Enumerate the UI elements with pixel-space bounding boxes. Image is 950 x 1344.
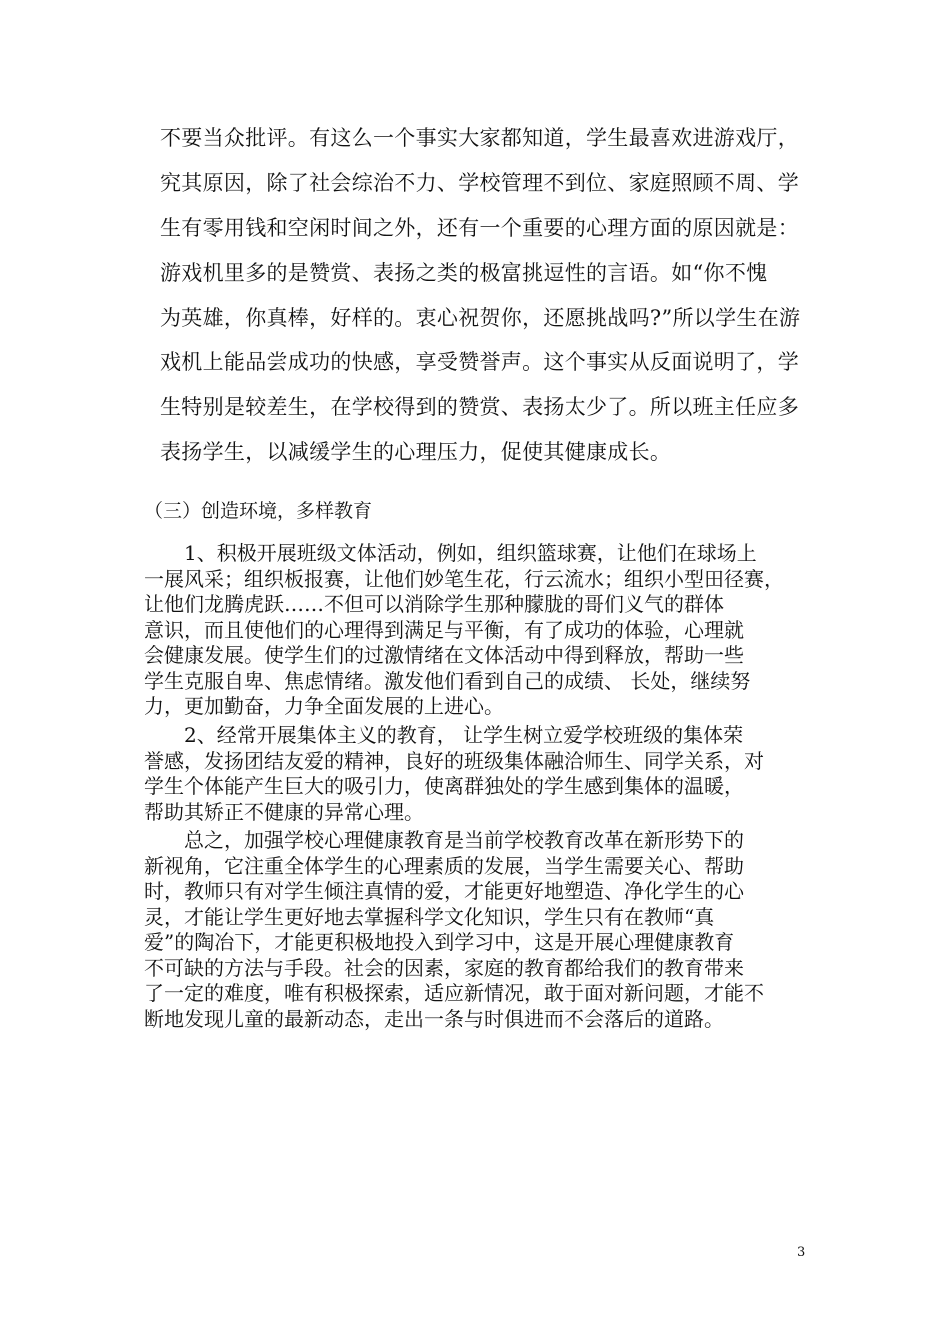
text-line: 不要当众批评。有这么一个事实大家都知道，学生最喜欢进游戏厅， bbox=[160, 126, 799, 150]
text-line: 生特别是较差生，在学校得到的赞赏、表扬太少了。所以班主任应多 bbox=[160, 395, 799, 420]
text-line: 生有零用钱和空闲时间之外，还有一个重要的心理方面的原因就是： bbox=[160, 215, 799, 240]
text-line: 时，教师只有对学生倾注真情的爱，才能更好地塑造、净化学生的心 bbox=[144, 879, 744, 903]
section-heading: （三）创造环境，多样教育 bbox=[144, 500, 373, 522]
text-line: 帮助其矫正不健康的异常心理。 bbox=[144, 799, 424, 824]
text-line: 爱”的陶冶下，才能更积极地投入到学习中，这是开展心理健康教育 bbox=[144, 930, 735, 954]
text-line: 究其原因，除了社会综治不力、学校管理不到位、家庭照顾不周、学 bbox=[160, 170, 799, 195]
text-line: 誉感，发扬团结友爱的精神，良好的班级集体融洽师生、同学关系，对 bbox=[144, 748, 764, 773]
text-line: 意识，而且使他们的心理得到满足与平衡，有了成功的体验，心理就 bbox=[144, 617, 744, 642]
body-paragraph-praise bbox=[160, 116, 828, 475]
text-line: 学生克服自卑、焦虑情绪。激发他们看到自己的成绩、 长处，继续努 bbox=[144, 668, 751, 693]
text-line: 不可缺的方法与手段。社会的因素，家庭的教育都给我们的教育带来 bbox=[144, 955, 744, 980]
body-paragraph-activities bbox=[144, 541, 824, 720]
body-paragraph-conclusion bbox=[144, 828, 824, 1032]
text-line: 1、积极开展班级文体活动，例如，组织篮球赛，让他们在球场上 bbox=[144, 541, 757, 565]
text-line: 为英雄，你真棒，好样的。衷心祝贺你，还愿挑战吗?”所以学生在游 bbox=[160, 305, 801, 330]
text-line: 戏机上能品尝成功的快感，享受赞誉声。这个事实从反面说明了，学 bbox=[160, 350, 799, 375]
text-line: 一展风采；组织板报赛，让他们妙笔生花，行云流水；组织小型田径赛， bbox=[144, 566, 784, 591]
page-number: 3 bbox=[797, 1245, 806, 1260]
text-line: 总之，加强学校心理健康教育是当前学校教育改革在新形势下的 bbox=[144, 828, 744, 852]
text-line: 新视角，它注重全体学生的心理素质的发展，当学生需要关心、帮助 bbox=[144, 853, 744, 878]
text-line: 会健康发展。使学生们的过激情绪在文体活动中得到释放，帮助一些 bbox=[144, 643, 744, 667]
body-paragraph-collectivism bbox=[144, 723, 824, 825]
text-line: 游戏机里多的是赞赏、表扬之类的极富挑逗性的言语。如“你不愧 bbox=[160, 260, 768, 285]
text-line: 表扬学生，以减缓学生的心理压力，促使其健康成长。 bbox=[160, 440, 672, 465]
text-line: 学生个体能产生巨大的吸引力，使离群独处的学生感到集体的温暖， bbox=[144, 774, 744, 798]
text-line: 了一定的难度，唯有积极探索，适应新情况，敢于面对新问题，才能不 bbox=[144, 981, 764, 1005]
text-line: 力，更加勤奋，力争全面发展的上进心。 bbox=[144, 694, 504, 718]
text-line: 2、经常开展集体主义的教育， 让学生树立爱学校班级的集体荣 bbox=[144, 723, 744, 747]
text-line: 断地发现儿童的最新动态，走出一条与时俱进而不会落后的道路。 bbox=[144, 1006, 724, 1031]
text-line: 让他们龙腾虎跃……不但可以消除学生那种朦胧的哥们义气的群体 bbox=[144, 592, 724, 616]
text-line: 灵，才能让学生更好地去掌握科学文化知识，学生只有在教师“真 bbox=[144, 904, 715, 929]
